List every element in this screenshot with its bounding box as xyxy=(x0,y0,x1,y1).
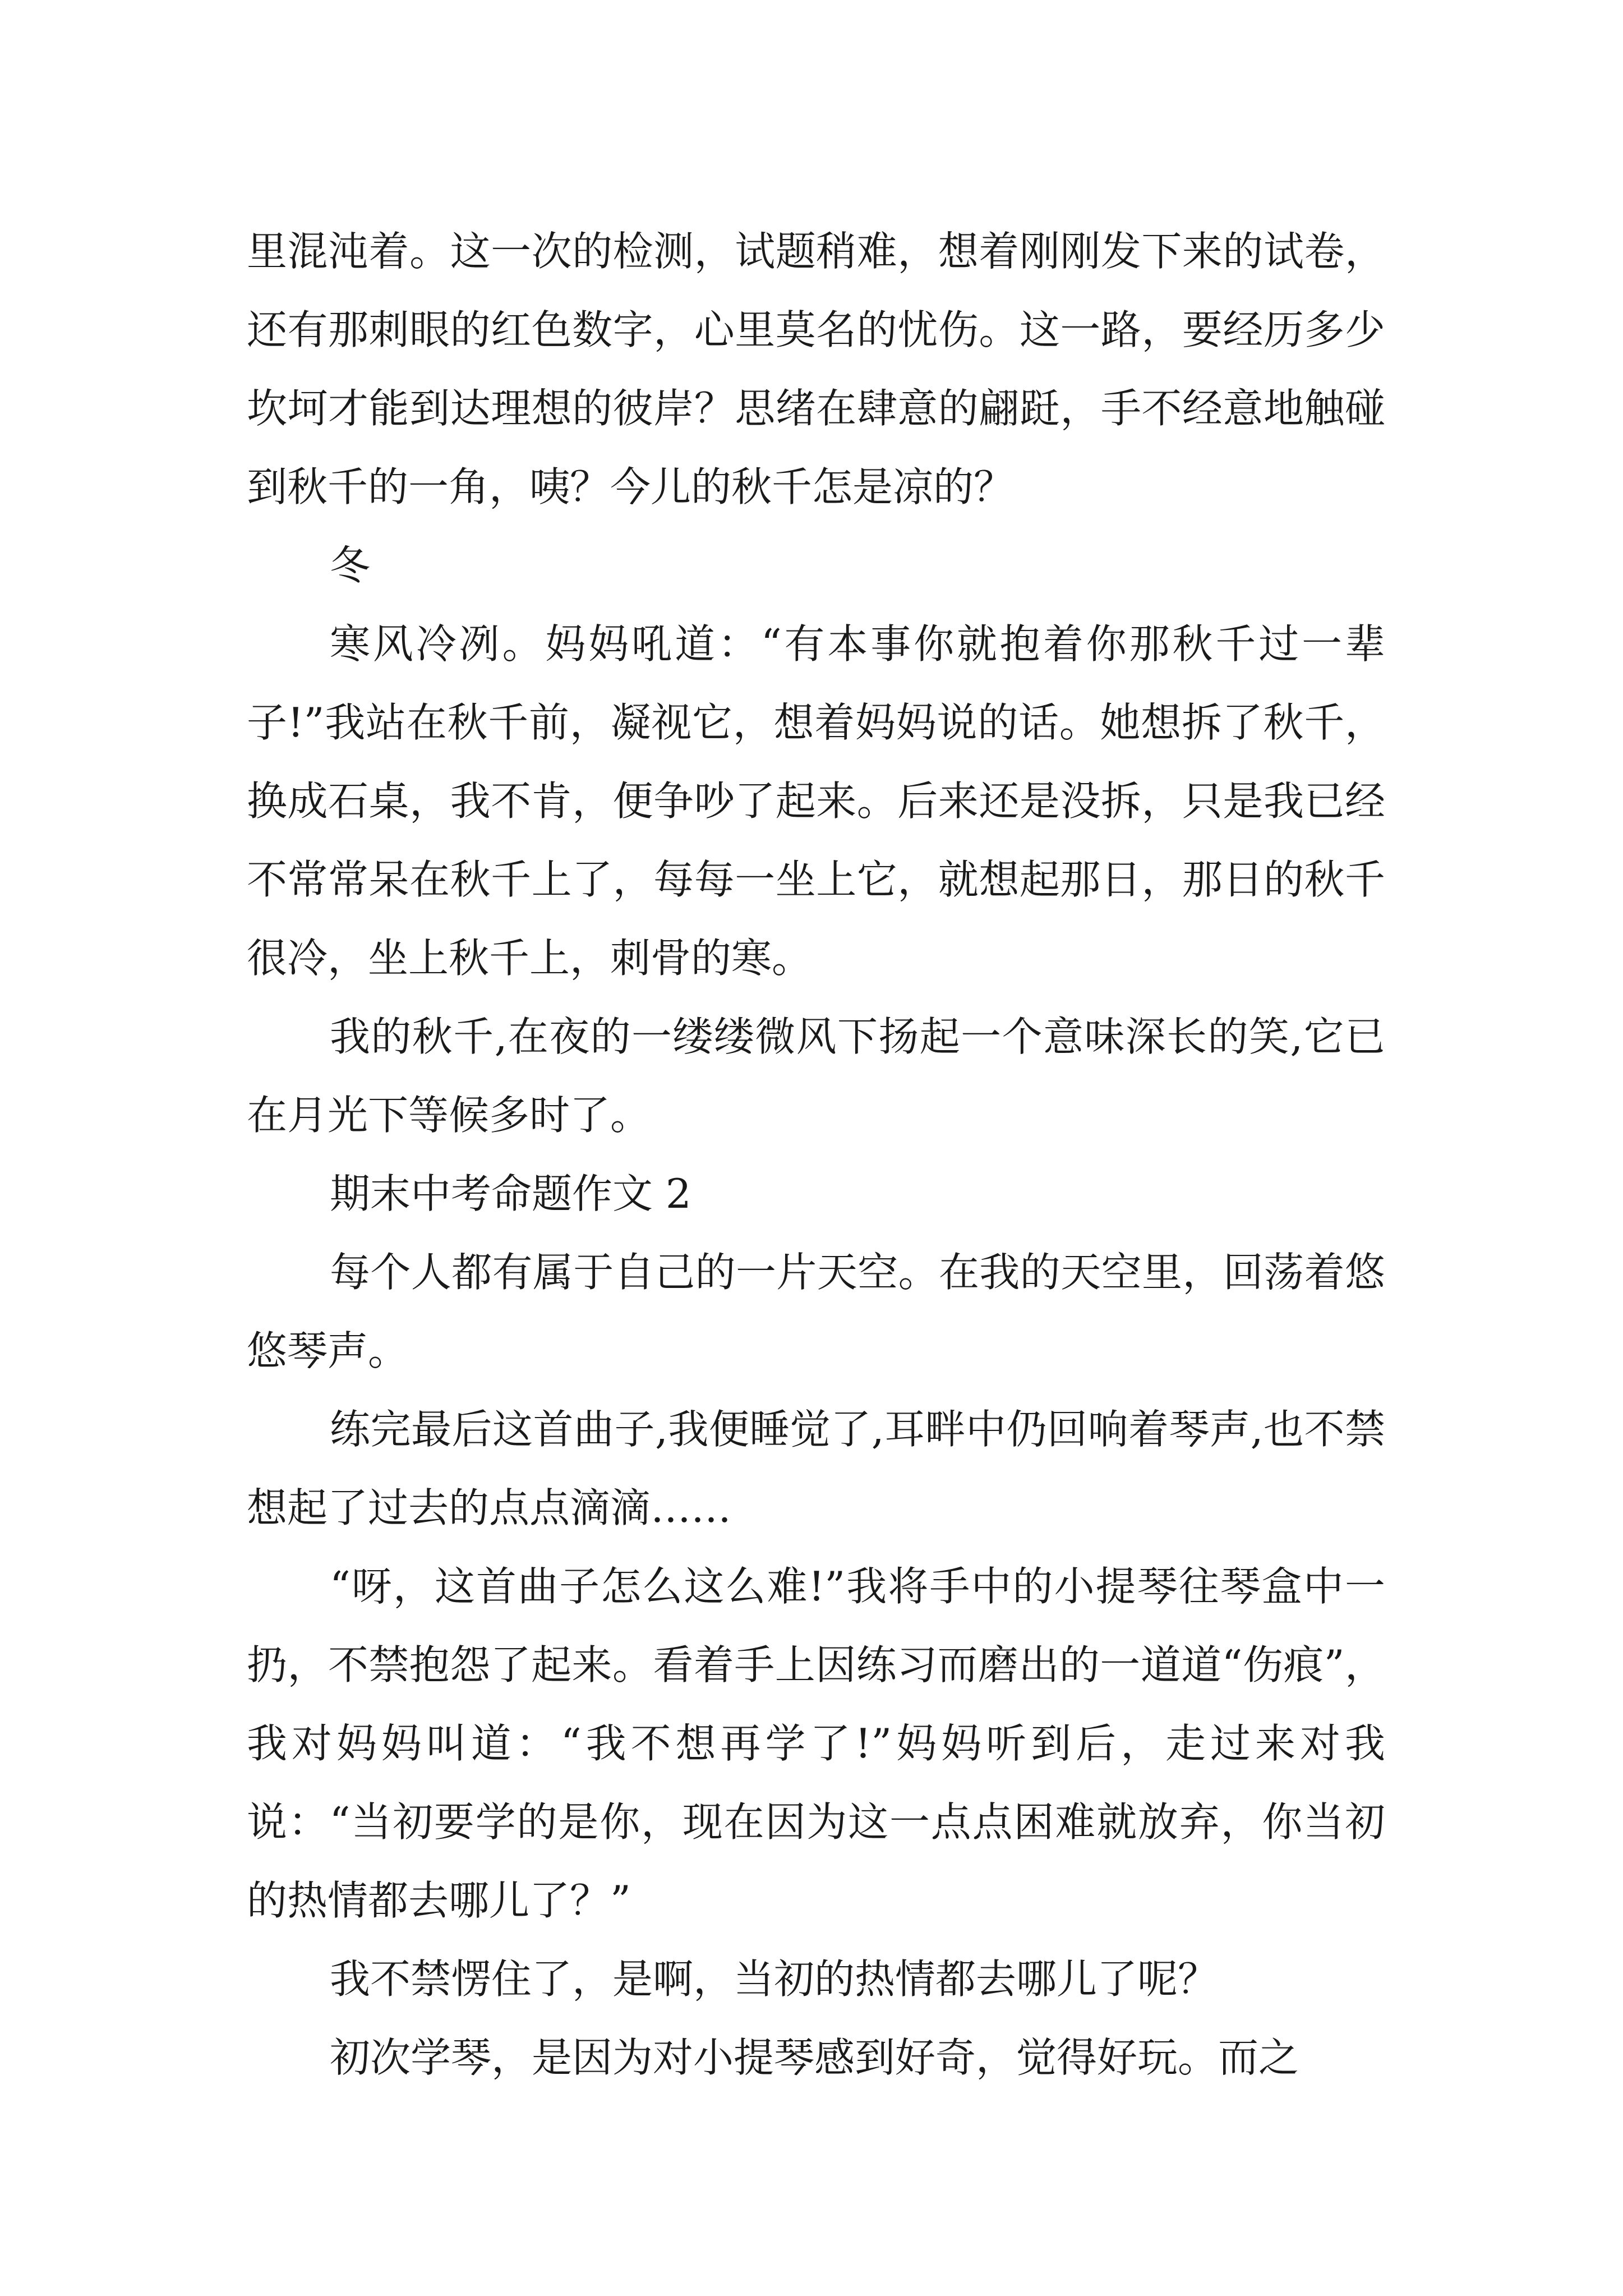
paragraph-9: 我不禁愣住了，是啊，当初的热情都去哪儿了呢？ xyxy=(330,1955,1219,2003)
paragraph-1: 里混沌着。这一次的检测，试题稍难，想着刚刚发下来的试卷，还有那刺眼的红色数字，心里莫名的忧伤。这一路，要经历多少坎坷才能到达理想的彼岸？思绪在肆意的翩跹，手不经意地触碰到秋千的一角，咦？今儿的秋千怎是凉的？ xyxy=(247,228,1385,510)
paragraph-6: 每个人都有属于自己的一片天空。在我的天空里，回荡着悠悠琴声。 xyxy=(247,1249,1385,1374)
essay-title: 期末中考命题作文 2 xyxy=(330,1170,691,1217)
paragraph-10: 初次学琴，是因为对小提琴感到好奇，觉得好玩。而之 xyxy=(330,2034,1299,2081)
document-body xyxy=(247,212,1385,2097)
paragraph-7: 练完最后这首曲子,我便睡觉了,耳畔中仍回响着琴声,也不禁想起了过去的点点滴滴…… xyxy=(247,1406,1385,1531)
paragraph-3: 寒风冷冽。妈妈吼道：“有本事你就抱着你那秋千过一辈子!”我站在秋千前，凝视它，想着妈妈说的话。她想拆了秋千，换成石桌，我不肯，便争吵了起来。后来还是没拆，只是我已经不常常呆在秋千上了，每每一坐上它，就想起那日，那日的秋千很冷，坐上秋千上，刺骨的寒。 xyxy=(247,620,1385,982)
paragraph-8: “呀，这首曲子怎么这么难!”我将手中的小提琴往琴盒中一扔，不禁抱怨了起来。看着手上因练习而磨出的一道道“伤痕”，我对妈妈叫道：“我不想再学了!”妈妈听到后，走过来对我说：“当初要学的是你，现在因为这一点点困难就放弃，你当初的热情都去哪儿了？” xyxy=(247,1563,1385,1924)
paragraph-4: 我的秋千,在夜的一缕缕微风下扬起一个意味深长的笑,它已在月光下等候多时了。 xyxy=(247,1013,1385,1139)
paragraph-2: 冬 xyxy=(330,542,371,589)
